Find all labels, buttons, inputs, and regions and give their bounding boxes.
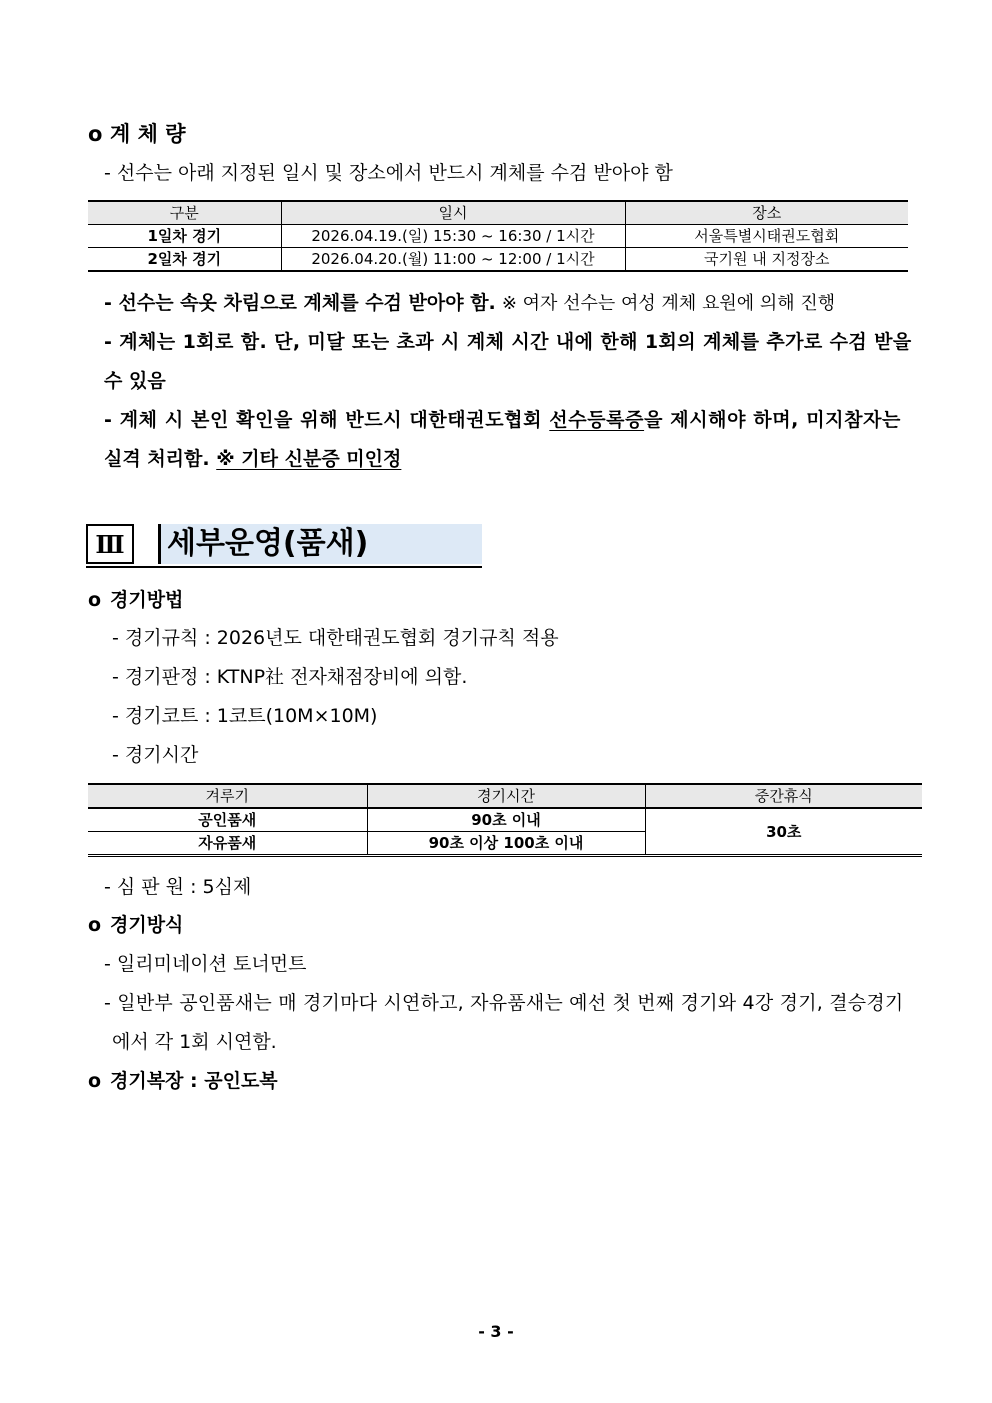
table-row — [88, 225, 908, 248]
weighin-intro: - 선수는 아래 지정된 일시 및 장소에서 반드시 계체를 수검 받아야 함 — [104, 162, 673, 184]
weighin-cell: 1일차 경기 — [88, 225, 281, 248]
page-number: - 3 - — [478, 1322, 514, 1341]
match-time-header: 겨루기 — [88, 784, 367, 808]
method-item: - 경기규칙 : 2026년도 대한태권도협회 경기규칙 적용 — [112, 627, 559, 649]
registration-card-text: 선수등록증 — [549, 409, 645, 431]
weighin-cell: 2026.04.19.(일) 15:30 ~ 16:30 / 1시간 — [281, 225, 625, 248]
format-item: - 일리미네이션 토너먼트 — [104, 953, 307, 975]
weighin-note3-line2-pre: 실격 처리함. — [104, 448, 217, 470]
method-item: - 경기판정 : KTNP社 전자채점장비에 의함. — [112, 666, 468, 688]
method-heading-text: 경기방법 — [110, 589, 184, 611]
weighin-note3-line2 — [104, 444, 401, 471]
section-title: 세부운영(품새) — [158, 524, 482, 564]
weighin-note2-line2: 수 있음 — [104, 370, 166, 392]
match-time-cell: 90초 이내 — [367, 808, 645, 832]
format-heading-text: 경기방식 — [110, 914, 184, 936]
match-time-header: 중간휴식 — [645, 784, 922, 808]
weighin-note2-line1: - 계체는 1회로 함. 단, 미달 또는 초과 시 계체 시간 내에 한해 1회의 계체를 추가로 수검 받을 — [104, 331, 912, 353]
bullet-circle-icon: o — [88, 589, 102, 611]
section-header — [86, 524, 482, 568]
weighin-table-header: 장소 — [625, 201, 908, 225]
weighin-note3-line1 — [104, 405, 901, 432]
weighin-table — [88, 200, 908, 272]
match-time-header: 경기시간 — [367, 784, 645, 808]
weighin-cell: 2026.04.20.(월) 11:00 ~ 12:00 / 1시간 — [281, 248, 625, 272]
method-item: - 경기코트 : 1코트(10M×10M) — [112, 705, 378, 727]
bullet-circle-icon: o — [88, 1070, 102, 1092]
weighin-note1-bold: - 선수는 속옷 차림으로 계체를 수검 받아야 함. — [104, 292, 496, 314]
weighin-note1 — [104, 288, 835, 315]
table-row — [88, 248, 908, 272]
section-number: Ⅲ — [86, 524, 134, 564]
match-time-cell: 공인품새 — [88, 808, 367, 832]
table-row — [88, 808, 922, 832]
weighin-note3-post: 을 제시해야 하며, 미지참자는 — [644, 409, 901, 431]
method-item: - 경기시간 — [112, 744, 199, 766]
match-time-cell: 자유품새 — [198, 834, 257, 852]
uniform-heading-text: 경기복장 : 공인도복 — [110, 1070, 278, 1092]
weighin-cell: 2일차 경기 — [147, 250, 222, 268]
weighin-table-header: 구분 — [88, 201, 281, 225]
uniform-heading — [88, 1066, 278, 1093]
weighin-note1-rest: ※ 여자 선수는 여성 계체 요원에 의해 진행 — [501, 293, 836, 314]
weighin-heading-text: 계 체 량 — [110, 122, 186, 146]
judges-line: - 심 판 원 : 5심제 — [104, 876, 252, 898]
format-item: - 일반부 공인품새는 매 경기마다 시연하고, 자유품새는 예선 첫 번째 경기와 4강 경기, 결승경기 — [104, 992, 904, 1014]
bullet-circle-icon: o — [88, 122, 103, 146]
match-time-cell: 90초 이상 100초 이내 — [367, 832, 645, 856]
weighin-note3-pre: - 계체 시 본인 확인을 위해 반드시 대한태권도협회 — [104, 409, 550, 431]
weighin-heading — [88, 118, 185, 148]
match-time-table — [88, 783, 922, 857]
format-item: 에서 각 1회 시연함. — [112, 1031, 277, 1053]
bullet-circle-icon: o — [88, 914, 102, 936]
weighin-cell: 국기원 내 지정장소 — [625, 248, 908, 272]
method-heading — [88, 585, 183, 612]
weighin-table-header: 일시 — [281, 201, 625, 225]
weighin-cell: 서울특별시태권도협회 — [625, 225, 908, 248]
format-heading — [88, 910, 183, 937]
rest-time-cell: 30초 — [645, 808, 922, 856]
id-not-accepted-text: ※ 기타 신분증 미인정 — [216, 448, 402, 470]
